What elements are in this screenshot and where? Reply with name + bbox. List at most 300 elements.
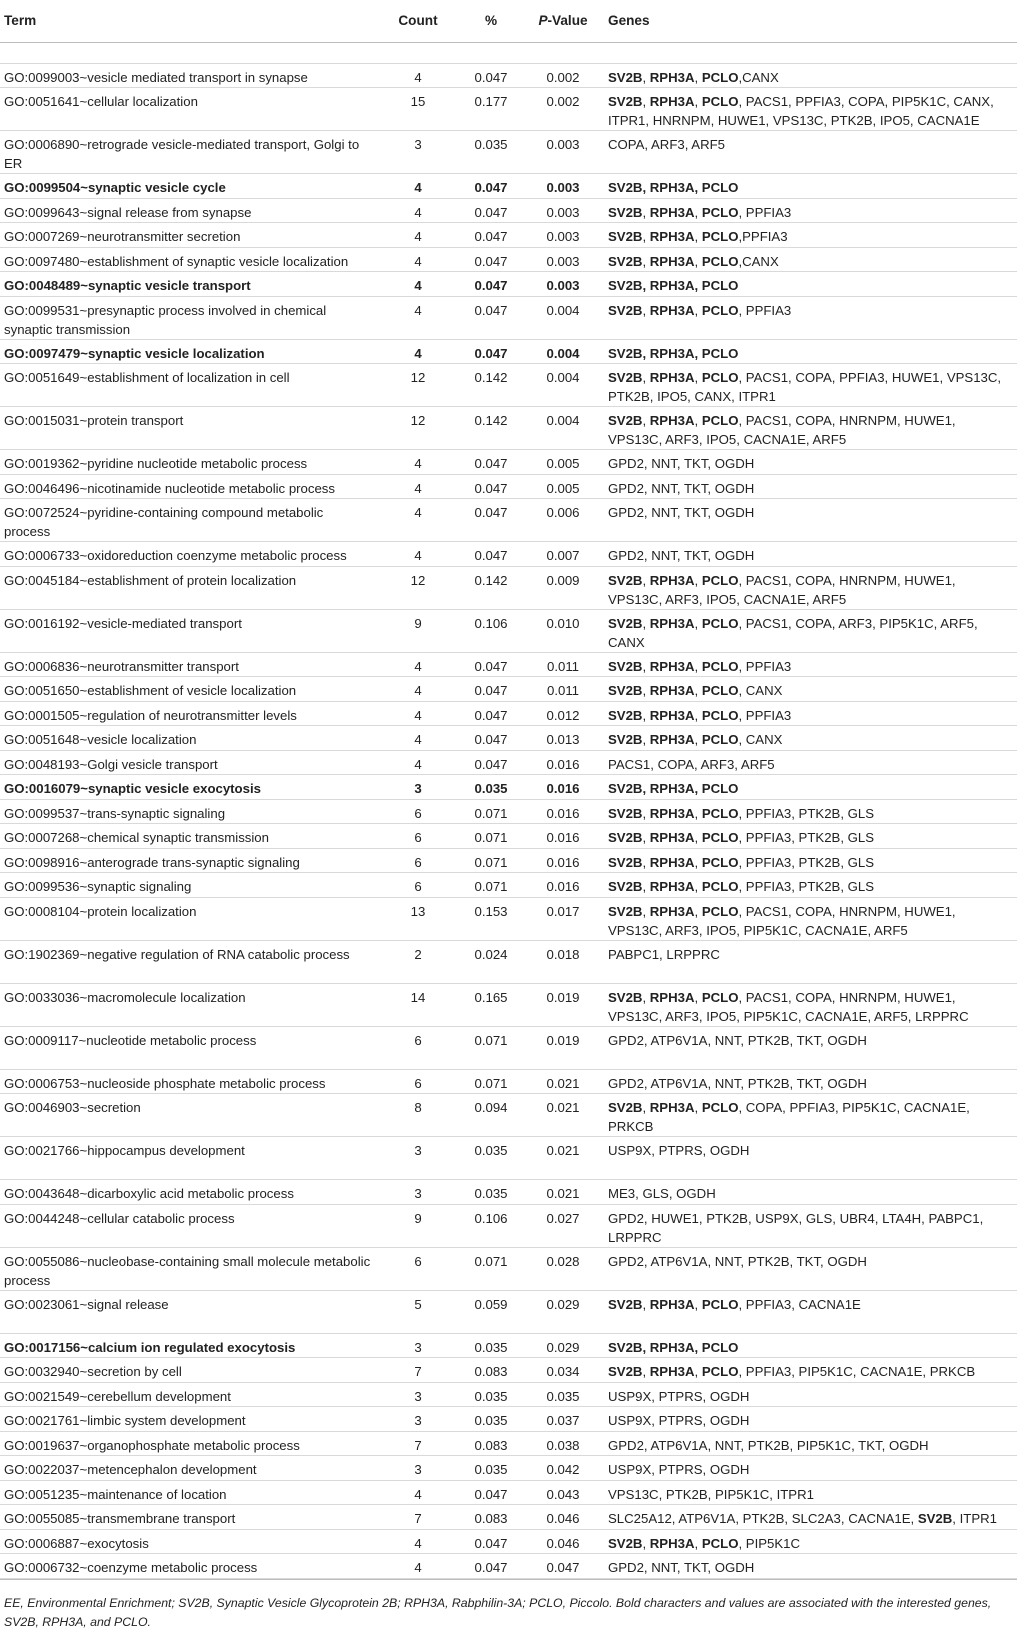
table-row bbox=[0, 775, 1017, 800]
gene-text: , bbox=[642, 903, 650, 919]
term-cell: GO:0021766~hippocampus development bbox=[0, 1137, 376, 1180]
gene-highlight: RPH3A bbox=[649, 1100, 695, 1115]
gene-highlight: RPH3A bbox=[649, 1364, 695, 1379]
gene-highlight: PCLO bbox=[701, 253, 739, 269]
genes-cell bbox=[604, 1480, 1017, 1505]
genes-cell bbox=[604, 1137, 1017, 1180]
percent-cell: 0.047 bbox=[460, 174, 522, 199]
count-cell: 4 bbox=[376, 63, 460, 88]
term-cell: GO:0046496~nicotinamide nucleotide metabolic process bbox=[0, 474, 376, 499]
pvalue-cell: 0.003 bbox=[522, 174, 604, 199]
genes-cell bbox=[604, 1382, 1017, 1407]
percent-cell: 0.153 bbox=[460, 897, 522, 940]
gene-text: , PPFIA3 bbox=[738, 707, 792, 723]
percent-cell: 0.047 bbox=[460, 296, 522, 339]
count-cell: 7 bbox=[376, 1505, 460, 1530]
pvalue-cell: 0.004 bbox=[522, 296, 604, 339]
percent-cell: 0.142 bbox=[460, 566, 522, 609]
term-cell: GO:0048193~Golgi vesicle transport bbox=[0, 750, 376, 775]
percent-cell: 0.035 bbox=[460, 1382, 522, 1407]
count-cell: 6 bbox=[376, 1069, 460, 1094]
gene-highlight: RPH3A bbox=[649, 204, 695, 220]
pvalue-cell: 0.016 bbox=[522, 848, 604, 873]
table-row bbox=[0, 407, 1017, 450]
pvalue-cell: 0.006 bbox=[522, 499, 604, 542]
percent-cell: 0.035 bbox=[460, 1456, 522, 1481]
header-pvalue-p: P bbox=[538, 13, 548, 28]
percent-cell: 0.035 bbox=[460, 1407, 522, 1432]
table-row bbox=[0, 566, 1017, 609]
table-row bbox=[0, 1204, 1017, 1247]
gene-text: , bbox=[694, 903, 702, 919]
gene-text: GPD2, ATP6V1A, NNT, PTK2B, TKT, OGDH bbox=[608, 1253, 867, 1269]
gene-text: , bbox=[642, 1364, 650, 1379]
pvalue-cell: 0.019 bbox=[522, 1026, 604, 1069]
gene-text: , bbox=[642, 572, 650, 588]
term-cell: GO:0051641~cellular localization bbox=[0, 88, 376, 131]
count-cell: 9 bbox=[376, 609, 460, 652]
term-cell: GO:0099536~synaptic signaling bbox=[0, 873, 376, 898]
gene-text: ME3, GLS, OGDH bbox=[608, 1186, 716, 1201]
term-cell: GO:0017156~calcium ion regulated exocytosis bbox=[0, 1333, 376, 1358]
count-cell: 4 bbox=[376, 339, 460, 364]
term-cell: GO:0007269~neurotransmitter secretion bbox=[0, 223, 376, 248]
gene-text: , bbox=[694, 615, 702, 631]
gene-text: , CANX bbox=[738, 732, 783, 747]
count-cell: 4 bbox=[376, 499, 460, 542]
gene-text: GPD2, ATP6V1A, NNT, PTK2B, TKT, OGDH bbox=[608, 1032, 867, 1048]
gene-text: , bbox=[642, 879, 650, 894]
genes-cell bbox=[604, 1069, 1017, 1094]
genes-cell bbox=[604, 1204, 1017, 1247]
gene-highlight: SV2B bbox=[917, 1511, 953, 1526]
table-row bbox=[0, 1180, 1017, 1205]
term-cell: GO:0045184~establishment of protein localization bbox=[0, 566, 376, 609]
gene-text: , bbox=[642, 732, 650, 747]
gene-text: , bbox=[694, 683, 702, 698]
gene-text: , bbox=[694, 1100, 702, 1115]
term-cell: GO:0006753~nucleoside phosphate metabolic process bbox=[0, 1069, 376, 1094]
term-cell: GO:0099003~vesicle mediated transport in synapse bbox=[0, 63, 376, 88]
term-cell: GO:0006836~neurotransmitter transport bbox=[0, 652, 376, 677]
gene-highlight: RPH3A bbox=[649, 253, 695, 269]
table-row bbox=[0, 272, 1017, 297]
table-row bbox=[0, 799, 1017, 824]
gene-highlight: PCLO bbox=[701, 903, 739, 919]
percent-cell: 0.071 bbox=[460, 799, 522, 824]
percent-cell: 0.047 bbox=[460, 750, 522, 775]
genes-cell bbox=[604, 364, 1017, 407]
gene-highlight: PCLO bbox=[701, 879, 739, 894]
gene-highlight: PCLO bbox=[701, 370, 739, 385]
genes-cell bbox=[604, 940, 1017, 983]
header-count: Count bbox=[376, 0, 460, 42]
table-row bbox=[0, 873, 1017, 898]
count-cell: 13 bbox=[376, 897, 460, 940]
gene-text: , COPA, PPFIA3, PIP5K1C, CACNA1E, PRKCB bbox=[608, 1100, 970, 1134]
table-row bbox=[0, 1358, 1017, 1383]
gene-text: , PPFIA3 bbox=[738, 302, 792, 318]
gene-text: , PACS1, COPA, HNRNPM, HUWE1, VPS13C, ARF3, IPO5, CACNA1E, ARF5 bbox=[608, 572, 956, 607]
pvalue-cell: 0.035 bbox=[522, 1382, 604, 1407]
pvalue-cell: 0.012 bbox=[522, 701, 604, 726]
percent-cell: 0.083 bbox=[460, 1431, 522, 1456]
table-row bbox=[0, 174, 1017, 199]
gene-highlight: PCLO bbox=[701, 204, 739, 220]
count-cell: 4 bbox=[376, 247, 460, 272]
pvalue-cell: 0.003 bbox=[522, 223, 604, 248]
gene-highlight: RPH3A bbox=[649, 854, 695, 870]
genes-cell bbox=[604, 1333, 1017, 1358]
genes-cell bbox=[604, 1026, 1017, 1069]
gene-highlight: SV2B bbox=[608, 854, 643, 870]
gene-highlight: SV2B, RPH3A, PCLO bbox=[608, 180, 739, 195]
gene-text: , bbox=[642, 615, 650, 631]
gene-highlight: SV2B bbox=[608, 253, 643, 269]
genes-cell bbox=[604, 499, 1017, 542]
header-percent: % bbox=[460, 0, 522, 42]
genes-cell bbox=[604, 474, 1017, 499]
pvalue-cell: 0.011 bbox=[522, 652, 604, 677]
gene-highlight: SV2B bbox=[608, 94, 643, 109]
percent-cell: 0.071 bbox=[460, 873, 522, 898]
term-cell: GO:0009117~nucleotide metabolic process bbox=[0, 1026, 376, 1069]
gene-text: GPD2, ATP6V1A, NNT, PTK2B, TKT, OGDH bbox=[608, 1075, 867, 1091]
gene-text: GPD2, NNT, TKT, OGDH bbox=[608, 480, 755, 496]
gene-text: , bbox=[694, 370, 702, 385]
gene-highlight: SV2B bbox=[608, 903, 643, 919]
count-cell: 9 bbox=[376, 1204, 460, 1247]
table-row bbox=[0, 198, 1017, 223]
percent-cell: 0.059 bbox=[460, 1290, 522, 1333]
gene-text: , bbox=[694, 879, 702, 894]
gene-text: USP9X, PTPRS, OGDH bbox=[608, 1413, 750, 1428]
pvalue-cell: 0.016 bbox=[522, 799, 604, 824]
gene-highlight: RPH3A bbox=[649, 879, 695, 894]
term-cell: GO:0023061~signal release bbox=[0, 1290, 376, 1333]
gene-text: , bbox=[642, 370, 650, 385]
gene-highlight: SV2B bbox=[608, 69, 643, 85]
count-cell: 4 bbox=[376, 272, 460, 297]
header-pvalue bbox=[522, 0, 604, 42]
count-cell: 4 bbox=[376, 198, 460, 223]
term-cell: GO:0032940~secretion by cell bbox=[0, 1358, 376, 1383]
gene-highlight: PCLO bbox=[701, 658, 739, 674]
gene-text: , bbox=[642, 989, 650, 1005]
term-cell: GO:0046903~secretion bbox=[0, 1094, 376, 1137]
count-cell: 12 bbox=[376, 407, 460, 450]
gene-text: USP9X, PTPRS, OGDH bbox=[608, 1462, 750, 1477]
count-cell: 3 bbox=[376, 1180, 460, 1205]
gene-text: , bbox=[642, 204, 650, 220]
percent-cell: 0.142 bbox=[460, 364, 522, 407]
count-cell: 4 bbox=[376, 1480, 460, 1505]
table-row bbox=[0, 1554, 1017, 1579]
percent-cell: 0.071 bbox=[460, 848, 522, 873]
table-row bbox=[0, 364, 1017, 407]
percent-cell: 0.083 bbox=[460, 1505, 522, 1530]
gene-text: , bbox=[694, 69, 702, 85]
table-row bbox=[0, 1290, 1017, 1333]
gene-text: , bbox=[694, 805, 702, 821]
pvalue-cell: 0.019 bbox=[522, 983, 604, 1026]
gene-text: , PPFIA3, CACNA1E bbox=[738, 1296, 861, 1312]
gene-text: GPD2, NNT, TKT, OGDH bbox=[608, 456, 755, 471]
term-cell: GO:0098916~anterograde trans-synaptic signaling bbox=[0, 848, 376, 873]
count-cell: 4 bbox=[376, 726, 460, 751]
gene-highlight: RPH3A bbox=[649, 572, 695, 588]
count-cell: 14 bbox=[376, 983, 460, 1026]
term-cell: GO:0006732~coenzyme metabolic process bbox=[0, 1554, 376, 1579]
term-cell: GO:0006733~oxidoreduction coenzyme metabolic process bbox=[0, 542, 376, 567]
term-cell: GO:0019362~pyridine nucleotide metabolic process bbox=[0, 450, 376, 475]
gene-text: , PACS1, COPA, HNRNPM, HUWE1, VPS13C, ARF3, IPO5, PIP5K1C, CACNA1E, ARF5, LRPPRC bbox=[608, 989, 969, 1024]
gene-text: SLC25A12, ATP6V1A, PTK2B, SLC2A3, CACNA1E, bbox=[608, 1511, 918, 1526]
table-row bbox=[0, 1094, 1017, 1137]
table-row bbox=[0, 983, 1017, 1026]
gene-text: , bbox=[694, 302, 702, 318]
genes-cell bbox=[604, 726, 1017, 751]
pvalue-cell: 0.004 bbox=[522, 364, 604, 407]
table-row bbox=[0, 1431, 1017, 1456]
gene-text: , bbox=[694, 94, 702, 109]
percent-cell: 0.047 bbox=[460, 1480, 522, 1505]
percent-cell: 0.047 bbox=[460, 198, 522, 223]
count-cell: 6 bbox=[376, 799, 460, 824]
gene-highlight: SV2B bbox=[608, 658, 643, 674]
table-row bbox=[0, 940, 1017, 983]
term-cell: GO:0006887~exocytosis bbox=[0, 1529, 376, 1554]
gene-text: , PPFIA3 bbox=[738, 658, 792, 674]
term-cell: GO:0051650~establishment of vesicle localization bbox=[0, 677, 376, 702]
gene-text: , bbox=[642, 658, 650, 674]
genes-cell bbox=[604, 848, 1017, 873]
table-body bbox=[0, 42, 1017, 1578]
gene-highlight: SV2B bbox=[608, 879, 643, 894]
genes-cell bbox=[604, 450, 1017, 475]
gene-highlight: PCLO bbox=[701, 854, 739, 870]
percent-cell: 0.083 bbox=[460, 1358, 522, 1383]
count-cell: 4 bbox=[376, 1554, 460, 1579]
pvalue-cell: 0.017 bbox=[522, 897, 604, 940]
genes-cell bbox=[604, 88, 1017, 131]
term-cell: GO:0021549~cerebellum development bbox=[0, 1382, 376, 1407]
genes-cell bbox=[604, 677, 1017, 702]
gene-highlight: SV2B, RPH3A, PCLO bbox=[608, 278, 739, 293]
gene-text: , bbox=[694, 253, 702, 269]
gene-text: PABPC1, LRPPRC bbox=[608, 946, 720, 962]
table-row bbox=[0, 450, 1017, 475]
gene-text: , bbox=[694, 732, 702, 747]
percent-cell: 0.047 bbox=[460, 652, 522, 677]
genes-cell bbox=[604, 701, 1017, 726]
pvalue-cell: 0.028 bbox=[522, 1247, 604, 1290]
pvalue-cell: 0.003 bbox=[522, 272, 604, 297]
table-row bbox=[0, 677, 1017, 702]
percent-cell: 0.047 bbox=[460, 339, 522, 364]
gene-highlight: RPH3A bbox=[649, 1535, 695, 1551]
gene-text: GPD2, NNT, TKT, OGDH bbox=[608, 505, 755, 520]
gene-highlight: PCLO bbox=[701, 572, 739, 588]
percent-cell: 0.035 bbox=[460, 131, 522, 174]
gene-text: , bbox=[642, 69, 650, 85]
gene-text: VPS13C, PTK2B, PIP5K1C, ITPR1 bbox=[608, 1486, 814, 1502]
genes-cell bbox=[604, 652, 1017, 677]
genes-cell bbox=[604, 799, 1017, 824]
genes-cell bbox=[604, 272, 1017, 297]
percent-cell: 0.106 bbox=[460, 609, 522, 652]
percent-cell: 0.047 bbox=[460, 247, 522, 272]
gene-text: , bbox=[694, 854, 702, 870]
percent-cell: 0.047 bbox=[460, 499, 522, 542]
gene-highlight: RPH3A bbox=[649, 830, 695, 845]
pvalue-cell: 0.021 bbox=[522, 1094, 604, 1137]
count-cell: 7 bbox=[376, 1358, 460, 1383]
count-cell: 5 bbox=[376, 1290, 460, 1333]
gene-highlight: SV2B bbox=[608, 989, 643, 1005]
percent-cell: 0.047 bbox=[460, 223, 522, 248]
gene-text: , bbox=[694, 229, 702, 244]
pvalue-cell: 0.034 bbox=[522, 1358, 604, 1383]
count-cell: 3 bbox=[376, 1137, 460, 1180]
header-pvalue-suffix: -Value bbox=[547, 13, 588, 28]
term-cell: GO:0015031~protein transport bbox=[0, 407, 376, 450]
gene-text: , bbox=[642, 1535, 650, 1551]
pvalue-cell: 0.010 bbox=[522, 609, 604, 652]
pvalue-cell: 0.013 bbox=[522, 726, 604, 751]
genes-cell bbox=[604, 1456, 1017, 1481]
table-row bbox=[0, 223, 1017, 248]
count-cell: 4 bbox=[376, 701, 460, 726]
term-cell: GO:0008104~protein localization bbox=[0, 897, 376, 940]
term-cell: GO:0006890~retrograde vesicle-mediated transport, Golgi to ER bbox=[0, 131, 376, 174]
term-cell: GO:0051648~vesicle localization bbox=[0, 726, 376, 751]
gene-text: GPD2, NNT, TKT, OGDH bbox=[608, 1560, 755, 1575]
pvalue-cell: 0.043 bbox=[522, 1480, 604, 1505]
gene-highlight: RPH3A bbox=[649, 683, 695, 698]
genes-cell bbox=[604, 873, 1017, 898]
gene-highlight: PCLO bbox=[701, 615, 739, 631]
genes-cell bbox=[604, 983, 1017, 1026]
gene-text: , PACS1, COPA, ARF3, PIP5K1C, ARF5, CANX bbox=[608, 615, 978, 650]
term-cell: GO:0019637~organophosphate metabolic process bbox=[0, 1431, 376, 1456]
count-cell: 6 bbox=[376, 824, 460, 849]
genes-cell bbox=[604, 296, 1017, 339]
gene-text: , PPFIA3, PTK2B, GLS bbox=[738, 854, 875, 870]
gene-highlight: PCLO bbox=[701, 1100, 739, 1115]
genes-cell bbox=[604, 247, 1017, 272]
count-cell: 12 bbox=[376, 364, 460, 407]
gene-text: , PACS1, COPA, HNRNPM, HUWE1, VPS13C, ARF3, IPO5, PIP5K1C, CACNA1E, ARF5 bbox=[608, 903, 956, 938]
term-cell: GO:0099531~presynaptic process involved in chemical synaptic transmission bbox=[0, 296, 376, 339]
gene-text: , PACS1, COPA, PPFIA3, HUWE1, VPS13C, PTK2B, IPO5, CANX, ITPR1 bbox=[608, 370, 1002, 404]
table-row bbox=[0, 609, 1017, 652]
gene-highlight: PCLO bbox=[701, 1535, 739, 1551]
table-row bbox=[0, 542, 1017, 567]
gene-text: , bbox=[642, 1100, 650, 1115]
table-row bbox=[0, 897, 1017, 940]
percent-cell: 0.071 bbox=[460, 1247, 522, 1290]
pvalue-cell: 0.047 bbox=[522, 1554, 604, 1579]
table-row bbox=[0, 1456, 1017, 1481]
gene-highlight: SV2B, RPH3A, PCLO bbox=[608, 345, 739, 361]
gene-highlight: PCLO bbox=[701, 1364, 739, 1379]
term-cell: GO:0055086~nucleobase-containing small molecule metabolic process bbox=[0, 1247, 376, 1290]
table-row bbox=[0, 701, 1017, 726]
percent-cell: 0.071 bbox=[460, 1026, 522, 1069]
genes-cell bbox=[604, 1094, 1017, 1137]
table-row bbox=[0, 824, 1017, 849]
percent-cell: 0.035 bbox=[460, 1333, 522, 1358]
gene-text: , PIP5K1C bbox=[738, 1535, 801, 1551]
pvalue-cell: 0.005 bbox=[522, 474, 604, 499]
gene-text: , bbox=[642, 253, 650, 269]
gene-highlight: SV2B bbox=[608, 805, 643, 821]
table-footnote: EE, Environmental Enrichment; SV2B, Synaptic Vesicle Glycoprotein 2B; RPH3A, Rabphilin-3A; PCLO, Piccolo. Bold characters and values are associated with the interested genes, SV2B, RPH3A, and PCLO. bbox=[0, 1579, 1017, 1632]
term-cell: GO:0055085~transmembrane transport bbox=[0, 1505, 376, 1530]
genes-cell bbox=[604, 1180, 1017, 1205]
count-cell: 3 bbox=[376, 131, 460, 174]
pvalue-cell: 0.011 bbox=[522, 677, 604, 702]
gene-highlight: SV2B bbox=[608, 302, 643, 318]
genes-cell bbox=[604, 1407, 1017, 1432]
genes-cell bbox=[604, 223, 1017, 248]
genes-cell bbox=[604, 566, 1017, 609]
gene-text: ,CANX bbox=[738, 253, 779, 269]
gene-highlight: RPH3A bbox=[649, 302, 695, 318]
pvalue-cell: 0.021 bbox=[522, 1180, 604, 1205]
pvalue-cell: 0.018 bbox=[522, 940, 604, 983]
gene-highlight: SV2B, RPH3A, PCLO bbox=[608, 781, 739, 796]
gene-highlight: RPH3A bbox=[649, 1296, 695, 1312]
count-cell: 4 bbox=[376, 174, 460, 199]
term-cell: GO:0043648~dicarboxylic acid metabolic process bbox=[0, 1180, 376, 1205]
gene-text: ,PPFIA3 bbox=[738, 229, 788, 244]
gene-highlight: SV2B bbox=[608, 572, 643, 588]
gene-highlight: PCLO bbox=[701, 683, 739, 698]
percent-cell: 0.035 bbox=[460, 1180, 522, 1205]
gene-text: , bbox=[694, 989, 702, 1005]
table-row bbox=[0, 1505, 1017, 1530]
table-row bbox=[0, 848, 1017, 873]
term-cell: GO:0099643~signal release from synapse bbox=[0, 198, 376, 223]
gene-text: , bbox=[642, 707, 650, 723]
gene-highlight: PCLO bbox=[701, 732, 739, 747]
genes-cell bbox=[604, 131, 1017, 174]
gene-text: , bbox=[694, 1296, 702, 1312]
pvalue-cell: 0.016 bbox=[522, 775, 604, 800]
gene-highlight: SV2B bbox=[608, 1535, 643, 1551]
gene-text: USP9X, PTPRS, OGDH bbox=[608, 1388, 750, 1404]
gene-highlight: PCLO bbox=[701, 302, 739, 318]
percent-cell: 0.047 bbox=[460, 677, 522, 702]
gene-text: , bbox=[694, 413, 702, 428]
gene-text: PACS1, COPA, ARF3, ARF5 bbox=[608, 756, 775, 772]
gene-text: , bbox=[694, 707, 702, 723]
term-cell: GO:0097480~establishment of synaptic vesicle localization bbox=[0, 247, 376, 272]
pvalue-cell: 0.029 bbox=[522, 1333, 604, 1358]
percent-cell: 0.047 bbox=[460, 63, 522, 88]
gene-text: , PACS1, COPA, HNRNPM, HUWE1, VPS13C, ARF3, IPO5, CACNA1E, ARF5 bbox=[608, 413, 956, 447]
pvalue-cell: 0.005 bbox=[522, 450, 604, 475]
percent-cell: 0.071 bbox=[460, 824, 522, 849]
gene-highlight: RPH3A bbox=[649, 805, 695, 821]
count-cell: 7 bbox=[376, 1431, 460, 1456]
gene-text: , bbox=[694, 658, 702, 674]
table-row bbox=[0, 750, 1017, 775]
gene-text: , PACS1, PPFIA3, COPA, PIP5K1C, CANX, ITPR1, HNRNPM, HUWE1, VPS13C, PTK2B, IPO5, CACNA1E bbox=[608, 94, 994, 128]
genes-cell bbox=[604, 1247, 1017, 1290]
